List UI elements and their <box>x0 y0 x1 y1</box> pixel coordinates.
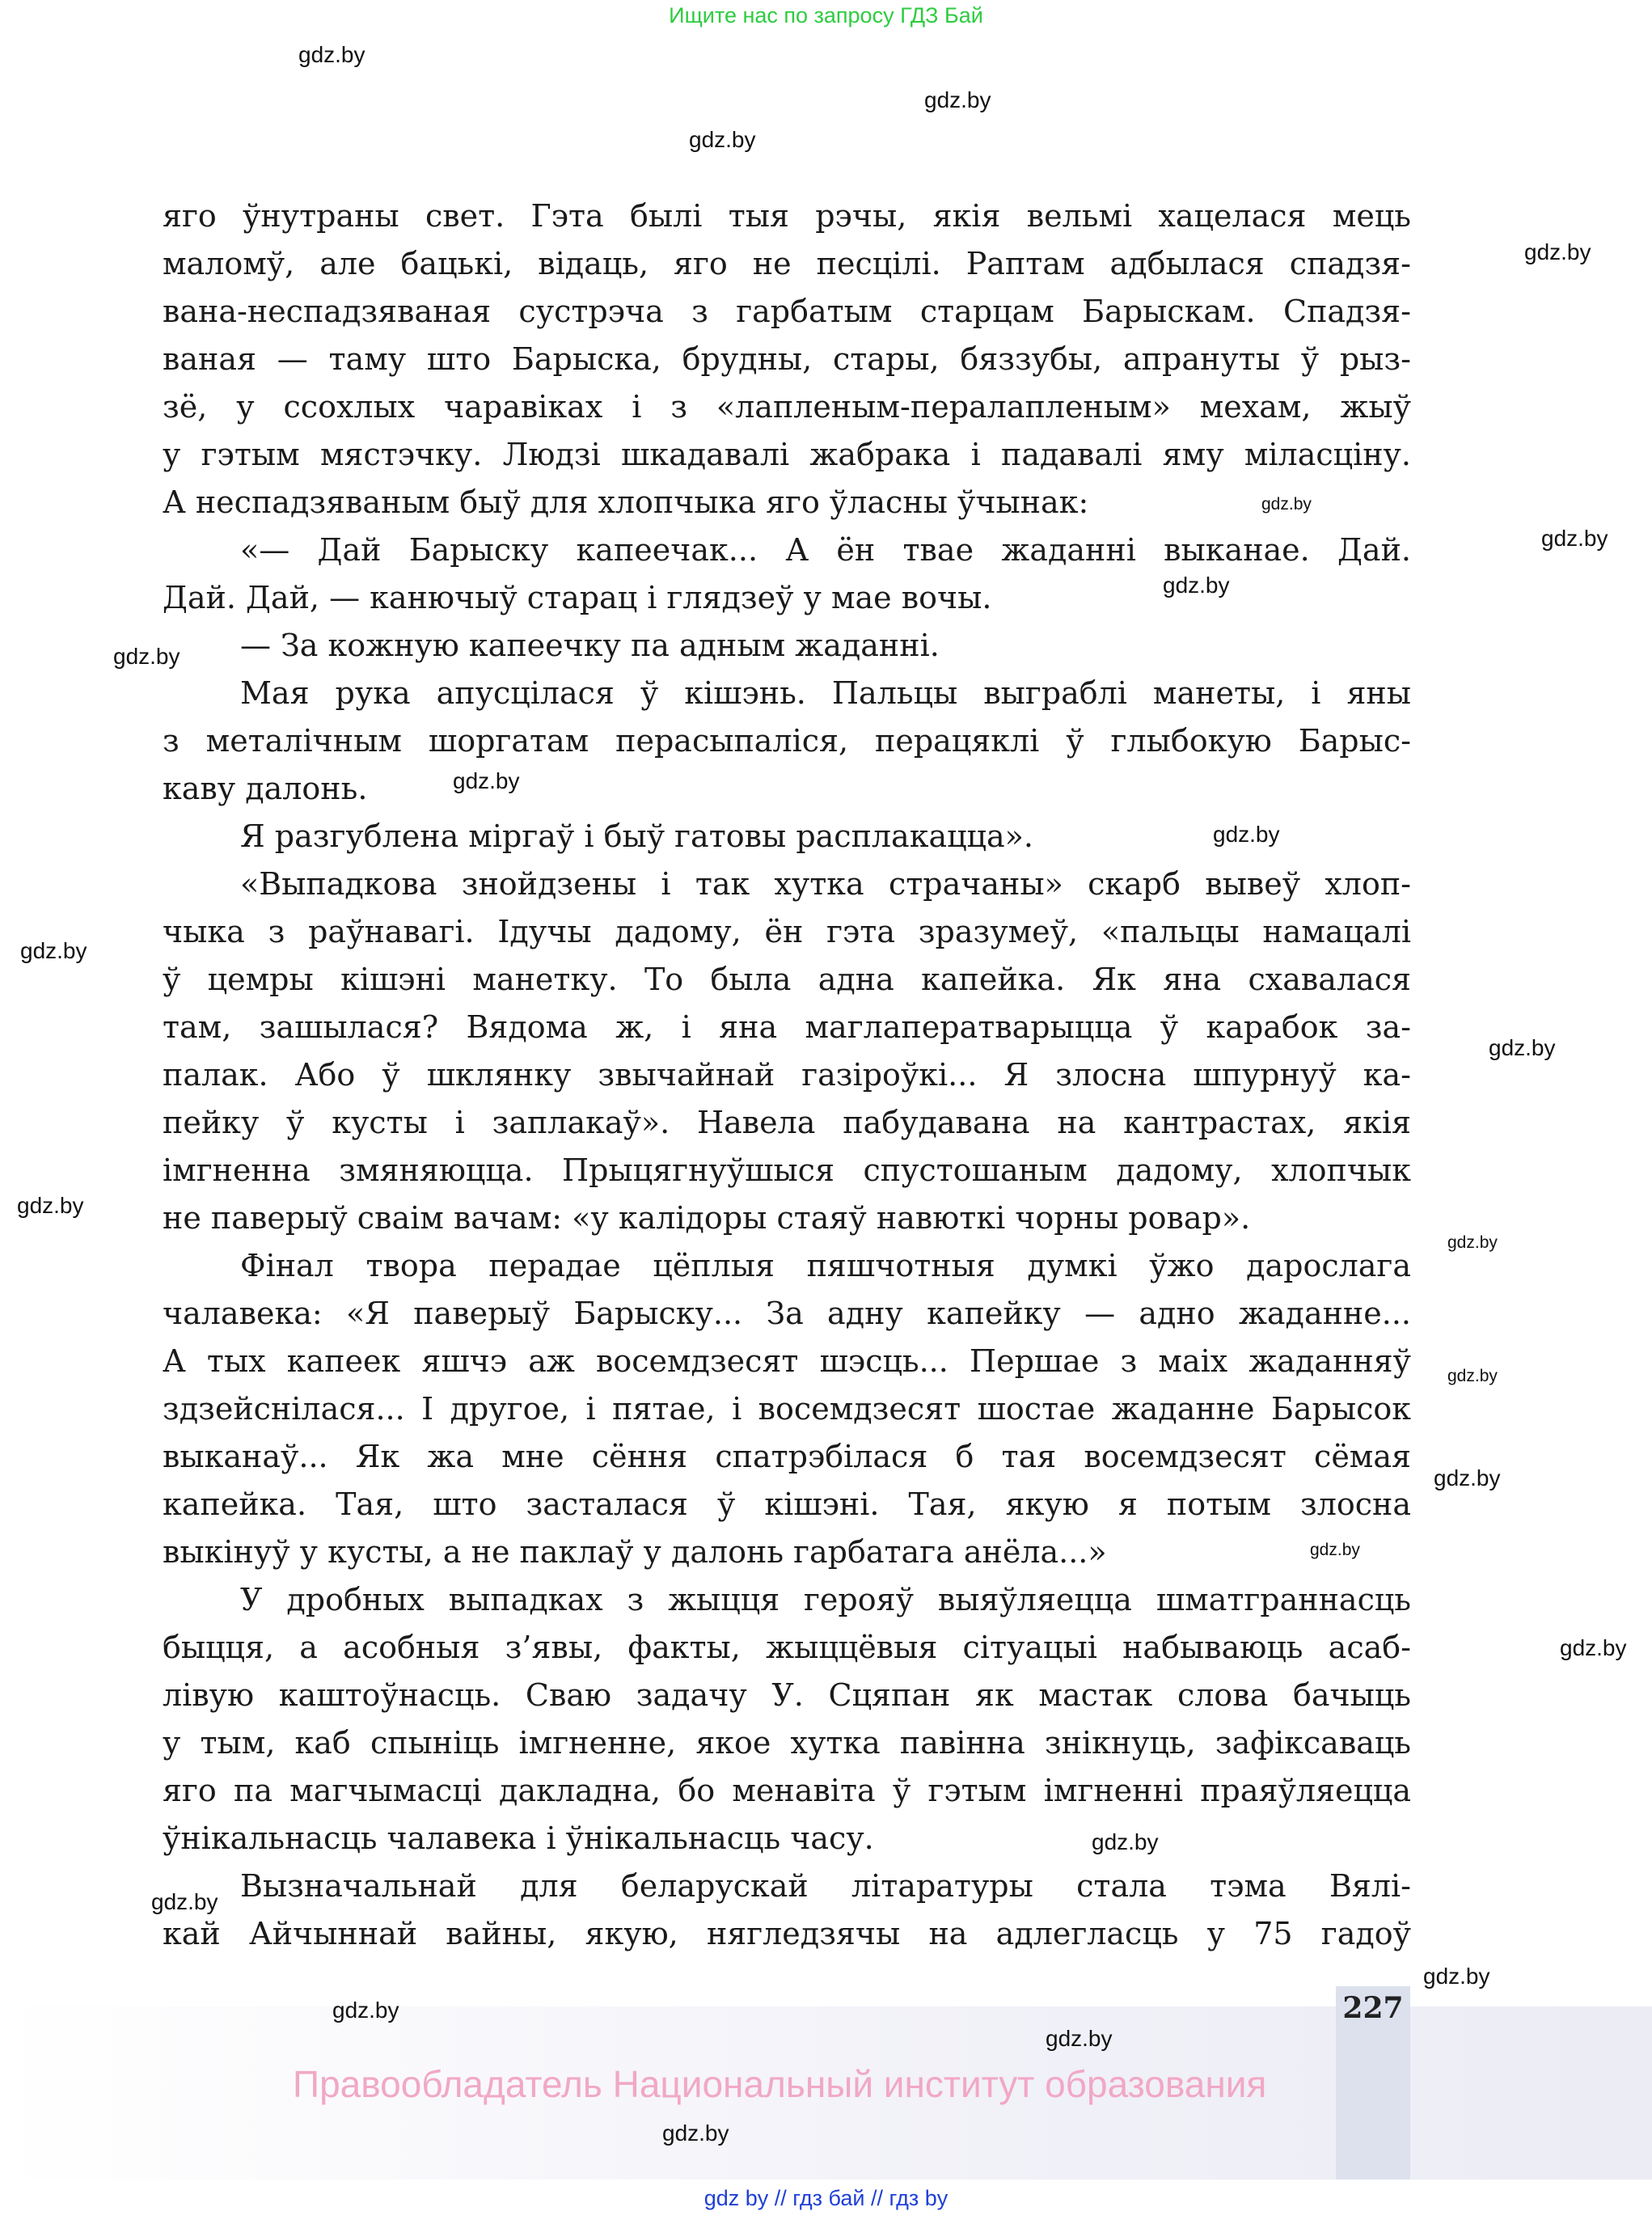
text-line: Мая рука апусцілася ў кішэнь. Пальцы выграблі манеты, і яны <box>240 675 1411 711</box>
text-line: вана-неспадзяваная сустрэча з гарбатым старцам Барыскам. Спадзя- <box>163 294 1411 329</box>
search-banner[interactable]: Ищите нас по запросу ГДЗ Бай <box>669 3 983 27</box>
watermark: gdz.by <box>1560 1635 1627 1660</box>
watermark: gdz.by <box>662 2120 729 2146</box>
text-line: здзейснілася... І другое, і пятае, і восемдзесят шостае жаданне Барысок <box>163 1391 1411 1427</box>
watermark: gdz.by <box>1261 495 1312 514</box>
watermark: gdz.by <box>151 1889 218 1914</box>
text-line: палак. Або ў шклянку звычайнай газіроўкі... Я злосна шпурнуў ка- <box>163 1057 1411 1093</box>
body-text <box>163 192 1411 1958</box>
text-line: «— Дай Барыску капеечак... А ён твае жаданні выканае. Дай. <box>240 532 1411 568</box>
text-line: «Выпадкова знойдзены і так хутка страчаны» скарб вывеў хлоп- <box>240 866 1411 902</box>
text-line: зё, у ссохлых чаравіках і з «лапленым-пералапленым» мехам, жыў <box>163 389 1411 425</box>
text-line: лівую каштоўнасць. Сваю задачу У. Сцяпан як мастак слова бачыць <box>163 1677 1411 1713</box>
watermark: gdz.by <box>924 87 991 112</box>
watermark: gdz.by <box>1046 2026 1113 2051</box>
watermark: gdz.by <box>1524 239 1591 264</box>
bottom-links[interactable]: gdz by // гдз бай // гдз by <box>703 2186 949 2210</box>
text-line: кай Айчыннай вайны, якую, нягледзячы на адлегласць у 75 гадоў <box>163 1916 1411 1951</box>
text-line: маломў, але бацькі, відаць, яго не песцілі. Раптам адбылася спадзя- <box>163 246 1411 281</box>
watermark: gdz.by <box>332 1998 399 2023</box>
watermark: gdz.by <box>298 42 365 67</box>
watermark: gdz.by <box>1423 1964 1490 1989</box>
watermark: gdz.by <box>1447 1367 1498 1385</box>
watermark: gdz.by <box>20 938 87 963</box>
text-line: Я разгублена міргаў і быў гатовы расплакацца». <box>240 818 1033 854</box>
text-line: ваная — таму што Барыска, брудны, стары, бяззубы, апрануты ў рыз- <box>163 341 1411 377</box>
text-line: — За кожную капеечку па адным жаданні. <box>240 628 940 663</box>
text-line: у гэтым мястэчку. Людзі шкадавалі жабрака і падавалі яму міласціну. <box>163 437 1411 472</box>
text-line: выканаў... Як жа мне сёння спатрэбілася б тая восемдзесят сёмая <box>163 1439 1411 1474</box>
text-line: Вызначальнай для беларускай літаратуры стала тэма Вялі- <box>240 1868 1411 1904</box>
text-line: у тым, каб спыніць імгненне, якое хутка павінна знікнуць, зафіксаваць <box>163 1725 1411 1761</box>
text-line: чалавека: «Я паверыў Барыску... За адну капейку — адно жаданне... <box>163 1296 1411 1331</box>
text-line: капейка. Тая, што засталася ў кішэні. Тая, якую я потым злосна <box>163 1486 1411 1522</box>
text-line: пейку ў кусты і заплакаў». Навела пабудавана на кантрастах, якія <box>163 1105 1411 1140</box>
rights-holder-notice: Правообладатель Национальный институт образования <box>293 2063 1267 2105</box>
watermark: gdz.by <box>1213 822 1280 847</box>
text-line: чыка з раўнавагі. Ідучы дадому, ён гэта зразумеў, «пальцы намацалі <box>163 914 1411 949</box>
text-line: быцця, а асобныя з’явы, факты, жыццёвыя сітуацыі набываюць асаб- <box>163 1630 1411 1665</box>
text-line: яго па магчымасці дакладна, бо менавіта ў гэтым імгненні праяўляецца <box>163 1773 1411 1808</box>
text-line: Дай. Дай, — канючыў старац і глядзеў у мае вочы. <box>163 580 992 615</box>
text-line: не паверыў сваім вачам: «у калідоры стаяў навюткі чорны ровар». <box>163 1200 1251 1236</box>
watermark: gdz.by <box>1447 1233 1498 1252</box>
page-number: 227 <box>1342 1991 1404 2025</box>
watermark: gdz.by <box>113 644 180 669</box>
watermark: gdz.by <box>453 768 520 793</box>
watermark: gdz.by <box>689 127 756 152</box>
watermark: gdz.by <box>1310 1541 1360 1559</box>
text-line: імгненна змяняюцца. Прыцягнуўшыся спустошаным дадому, хлопчык <box>163 1152 1411 1188</box>
text-line: там, зашылася? Вядома ж, і яна маглаператварыцца ў карабок за- <box>163 1009 1411 1045</box>
watermark: gdz.by <box>1489 1035 1556 1060</box>
text-line: ўнікальнасць чалавека і ўнікальнасць часу. <box>163 1820 874 1856</box>
text-line: яго ўнутраны свет. Гэта былі тыя рэчы, якія вельмі хацелася мець <box>163 198 1411 234</box>
watermark: gdz.by <box>1541 526 1608 551</box>
watermark: gdz.by <box>1434 1465 1501 1490</box>
watermark: gdz.by <box>1163 573 1230 598</box>
text-line: У дробных выпадках з жыцця герояў выяўляецца шматграннасць <box>240 1582 1411 1617</box>
text-line: ў цемры кішэні манетку. То была адна капейка. Як яна схавалася <box>163 962 1411 997</box>
text-line: з металічным шоргатам перасыпаліся, перацяклі ў глыбокую Барыс- <box>163 723 1411 759</box>
text-line: Фінал твора перадае цёплыя пяшчотныя думкі ўжо дарослага <box>240 1248 1411 1283</box>
text-line: А неспадзяваным быў для хлопчыка яго ўласны ўчынак: <box>163 484 1089 520</box>
text-line: выкінуў у кусты, а не паклаў у далонь гарбатага анёла...» <box>163 1534 1107 1570</box>
text-line: каву далонь. <box>163 771 368 806</box>
watermark: gdz.by <box>1092 1829 1159 1854</box>
text-line: А тых капеек яшчэ аж восемдзесят шэсць... Першае з маіх жаданняў <box>163 1343 1411 1379</box>
watermark: gdz.by <box>17 1193 84 1218</box>
